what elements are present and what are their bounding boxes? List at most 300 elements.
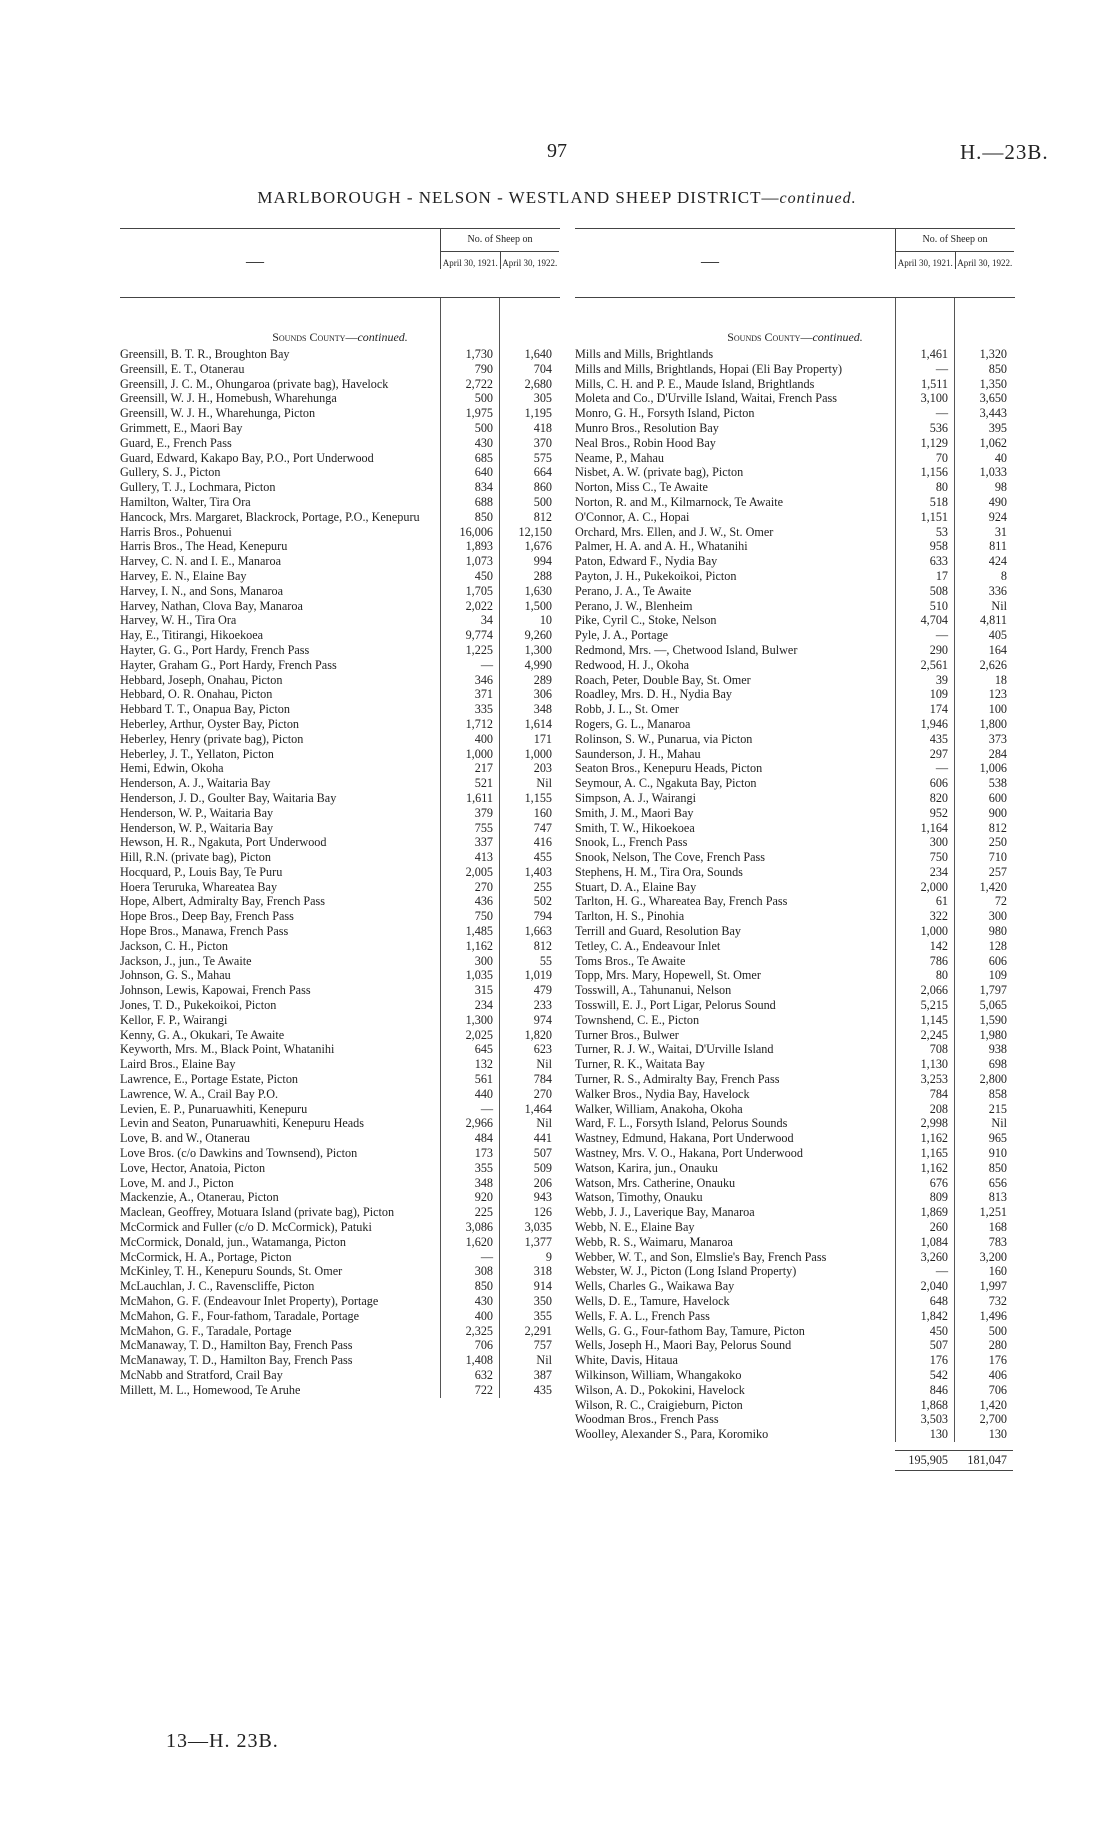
sheep-1922-cell: 255 — [533, 879, 552, 894]
owner-cell: Heberley, Arthur, Oyster Bay, Picton — [120, 716, 300, 731]
sheep-1921-cell: 1,842 — [920, 1308, 948, 1323]
owner-cell: Webb, J. J., Laverique Bay, Manaroa — [575, 1205, 755, 1220]
sheep-1922-cell: 706 — [988, 1382, 1007, 1397]
table-row — [120, 1309, 560, 1324]
header-dash: — — [701, 251, 719, 271]
sheep-1922-cell: 732 — [988, 1294, 1007, 1308]
table-row — [120, 643, 560, 658]
sheep-1921-cell: 1,000 — [920, 924, 948, 939]
right-rows — [575, 347, 1015, 1442]
owner-cell: Hebbard, O. R. Onahau, Picton — [120, 687, 273, 702]
sheep-1922-cell: 250 — [988, 835, 1007, 850]
sheep-1922-cell: Nil — [536, 776, 552, 791]
table-row — [575, 628, 1015, 643]
sheep-1922-cell: 3,200 — [979, 1249, 1007, 1264]
table-row — [575, 1338, 1015, 1353]
sheep-header-label: No. of Sheep on — [896, 229, 1014, 252]
sheep-1922-cell: 160 — [533, 805, 552, 820]
sheep-1922-cell: 257 — [988, 864, 1007, 879]
table-row — [120, 1220, 560, 1235]
sheep-1922-cell: 171 — [533, 731, 552, 746]
table-row — [120, 732, 560, 747]
owner-cell: Hayter, G. G., Port Hardy, French Pass — [120, 642, 310, 657]
sheep-1921-cell: 542 — [929, 1367, 948, 1382]
table-row — [575, 613, 1015, 628]
table-row — [575, 421, 1015, 436]
sheep-1922-cell: 305 — [533, 391, 552, 406]
owner-cell: Keyworth, Mrs. M., Black Point, Whatanihi — [120, 1042, 335, 1057]
owner-cell: Greensill, W. J. H., Wharehunga, Picton — [120, 406, 316, 421]
sheep-1922-cell: 2,626 — [979, 657, 1007, 672]
sheep-1922-cell: 168 — [988, 1220, 1007, 1235]
sheep-1922-cell: 606 — [988, 953, 1007, 968]
sheep-1921-cell: 3,253 — [920, 1072, 948, 1087]
sheep-1921-cell: 61 — [935, 894, 948, 909]
sheep-1922-cell: 270 — [533, 1086, 552, 1101]
sheep-1922-cell: 757 — [533, 1338, 552, 1353]
owner-cell: Lawrence, W. A., Crail Bay P.O. — [120, 1086, 279, 1101]
table-row — [120, 510, 560, 525]
sheep-1922-cell: 98 — [994, 480, 1007, 495]
sheep-1922-cell: 490 — [988, 494, 1007, 509]
table-row — [575, 1220, 1015, 1235]
sheep-1922-cell: 387 — [533, 1367, 552, 1382]
sheep-1921-cell: 234 — [474, 998, 493, 1013]
owner-cell: Stuart, D. A., Elaine Bay — [575, 879, 697, 894]
table-row — [575, 880, 1015, 895]
sheep-1921-cell: 648 — [929, 1294, 948, 1308]
sheep-1921-cell: 3,100 — [920, 391, 948, 406]
sheep-1922-cell: 812 — [533, 509, 552, 524]
owner-cell: Townshend, C. E., Picton — [575, 1012, 700, 1027]
sheep-1921-cell: 260 — [929, 1220, 948, 1235]
owner-cell: Harvey, C. N. and I. E., Manaroa — [120, 554, 281, 569]
owner-cell: Hayter, Graham G., Port Hardy, French Pass — [120, 657, 337, 672]
table-row — [120, 525, 560, 540]
sheep-1922-cell: 3,650 — [979, 391, 1007, 406]
owner-cell: Monro, G. H., Forsyth Island, Picton — [575, 406, 755, 421]
owner-cell: McCormick and Fuller (c/o D. McCormick), Patuki — [120, 1220, 372, 1235]
table-row — [575, 1146, 1015, 1161]
table-row — [575, 702, 1015, 717]
owner-cell: Turner, R. J. W., Waitai, D'Urville Island — [575, 1042, 774, 1057]
sheep-1922-cell: 9,260 — [524, 628, 552, 643]
sheep-1922-cell: 1,640 — [524, 347, 552, 361]
owner-cell: Love, Hector, Anatoia, Picton — [120, 1160, 266, 1175]
owner-cell: Redwood, H. J., Okoha — [575, 657, 690, 672]
table-row — [575, 495, 1015, 510]
sheep-1922-cell: 306 — [533, 687, 552, 702]
owner-cell: Harvey, E. N., Elaine Bay — [120, 568, 247, 583]
owner-cell: Millett, M. L., Homewood, Te Aruhe — [120, 1382, 301, 1397]
sheep-1922-cell: 18 — [994, 672, 1007, 687]
table-row — [120, 1161, 560, 1176]
sheep-1921-cell: 413 — [474, 850, 493, 865]
sheep-1921-cell: 1,730 — [465, 347, 493, 361]
sheep-1921-cell: 606 — [929, 776, 948, 791]
owner-cell: Wilkinson, William, Whangakoko — [575, 1367, 742, 1382]
document-reference: H.—23B. — [960, 140, 1049, 164]
sheep-1921-cell: 290 — [929, 642, 948, 657]
table-row — [575, 1042, 1015, 1057]
sheep-1921-cell: 1,165 — [920, 1146, 948, 1161]
table-row — [575, 806, 1015, 821]
table-row — [120, 1028, 560, 1043]
owner-cell: Perano, J. A., Te Awaite — [575, 583, 692, 598]
owner-cell: Turner Bros., Bulwer — [575, 1027, 679, 1042]
table-row — [575, 1398, 1015, 1413]
sheep-1921-cell: 3,260 — [920, 1249, 948, 1264]
table-row — [575, 1072, 1015, 1087]
sheep-1922-cell: 2,700 — [979, 1412, 1007, 1427]
owner-cell: Terrill and Guard, Resolution Bay — [575, 924, 742, 939]
sheep-1922-cell: 656 — [988, 1175, 1007, 1190]
sheep-1921-cell: 2,025 — [465, 1027, 493, 1042]
sheep-1922-cell: 1,062 — [979, 435, 1007, 450]
sheep-1921-cell: 784 — [929, 1086, 948, 1101]
owner-cell: Wilson, A. D., Pokokini, Havelock — [575, 1382, 745, 1397]
owner-cell: Tetley, C. A., Endeavour Inlet — [575, 938, 721, 953]
sheep-1921-cell: 958 — [929, 539, 948, 554]
sheep-1922-cell: 938 — [988, 1042, 1007, 1057]
sheep-1922-cell: 860 — [533, 480, 552, 495]
sheep-1921-cell: 952 — [929, 805, 948, 820]
table-row — [120, 1116, 560, 1131]
sheep-1922-cell: 1,420 — [979, 879, 1007, 894]
sheep-1921-cell: 430 — [474, 1294, 493, 1308]
owner-cell: Rogers, G. L., Manaroa — [575, 716, 691, 731]
owner-cell: Hancock, Mrs. Margaret, Blackrock, Portage, P.O., Kenepuru — [120, 509, 420, 524]
owner-cell: Hemi, Edwin, Okoha — [120, 761, 224, 776]
sheep-1922-cell: 55 — [539, 953, 552, 968]
owner-cell: Robb, J. L., St. Omer — [575, 702, 679, 717]
sheep-1921-cell: 1,893 — [465, 539, 493, 554]
table-row — [575, 1087, 1015, 1102]
sheep-1921-cell: 850 — [474, 509, 493, 524]
sheep-1921-cell: 632 — [474, 1367, 493, 1382]
sheep-header — [440, 229, 559, 269]
owner-cell: Hope Bros., Deep Bay, French Pass — [120, 909, 294, 924]
sheep-1921-cell: 217 — [474, 761, 493, 776]
sheep-1921-cell: 750 — [929, 850, 948, 865]
sheep-1922-cell: 123 — [988, 687, 1007, 702]
sheep-1921-cell: 300 — [929, 835, 948, 850]
owner-cell: Neame, P., Mahau — [575, 450, 665, 465]
sheep-1921-cell: 755 — [474, 820, 493, 835]
owner-cell: Greensill, E. T., Otanerau — [120, 361, 245, 376]
sheep-1921-cell: — — [935, 628, 948, 643]
sheep-1921-cell: 308 — [474, 1264, 493, 1279]
owner-cell: McMahon, G. F., Four-fathom, Taradale, Portage — [120, 1308, 360, 1323]
table-row — [575, 406, 1015, 421]
sheep-1922-cell: 1,663 — [524, 924, 552, 939]
sheep-1922-cell: 858 — [988, 1086, 1007, 1101]
owner-cell: O'Connor, A. C., Hopai — [575, 509, 690, 524]
table-row — [575, 1057, 1015, 1072]
sheep-1922-cell: 783 — [988, 1234, 1007, 1249]
owner-cell: Redmond, Mrs. —, Chetwood Island, Bulwer — [575, 642, 798, 657]
header-1922: April 30, 1922. — [500, 252, 560, 269]
owner-cell: Webb, N. E., Elaine Bay — [575, 1220, 695, 1235]
table-row — [120, 436, 560, 451]
sheep-1922-cell: 900 — [988, 805, 1007, 820]
page-title — [0, 188, 1114, 208]
owner-cell: Wilson, R. C., Craigieburn, Picton — [575, 1397, 743, 1412]
county-heading — [120, 298, 560, 347]
owner-cell: Henderson, W. P., Waitaria Bay — [120, 805, 274, 820]
county-continued: continued. — [812, 330, 863, 344]
sheep-1921-cell: 1,162 — [920, 1160, 948, 1175]
sheep-1921-cell: 225 — [474, 1205, 493, 1220]
sheep-1922-cell: 812 — [533, 938, 552, 953]
table-row — [120, 761, 560, 776]
owner-cell: Mills and Mills, Brightlands — [575, 347, 714, 361]
owner-cell: Maclean, Geoffrey, Motuara Island (private bag), Picton — [120, 1205, 395, 1220]
table-row — [120, 1250, 560, 1265]
sheep-1922-cell: 160 — [988, 1264, 1007, 1279]
sheep-1922-cell: Nil — [536, 1116, 552, 1131]
sheep-1922-cell: 575 — [533, 450, 552, 465]
table-row — [120, 613, 560, 628]
sheep-1921-cell: 500 — [474, 420, 493, 435]
table-row — [575, 821, 1015, 836]
sheep-1922-cell: 710 — [988, 850, 1007, 865]
header-1921: April 30, 1921. — [442, 258, 498, 268]
table-row — [120, 1013, 560, 1028]
sheep-1921-cell: 645 — [474, 1042, 493, 1057]
owner-cell: Greensill, J. C. M., Ohungaroa (private bag), Havelock — [120, 376, 389, 391]
owner-cell: Saunderson, J. H., Mahau — [575, 746, 701, 761]
sheep-1921-cell: 234 — [929, 864, 948, 879]
sheep-1921-cell: 436 — [474, 894, 493, 909]
sheep-1922-cell: 1,590 — [979, 1012, 1007, 1027]
sheep-1922-cell: 1,980 — [979, 1027, 1007, 1042]
total-1922: 181,047 — [954, 1450, 1013, 1471]
table-row — [575, 1368, 1015, 1383]
sheep-1922-cell: 1,000 — [524, 746, 552, 761]
sheep-1922-cell: 289 — [533, 672, 552, 687]
sheep-1921-cell: 1,035 — [465, 968, 493, 983]
sheep-1922-cell: 424 — [988, 554, 1007, 569]
sheep-1921-cell: 355 — [474, 1160, 493, 1175]
owner-cell: Norton, Miss C., Te Awaite — [575, 480, 708, 495]
table-row — [575, 658, 1015, 673]
table-row — [120, 347, 560, 362]
owner-cell: Greensill, B. T. R., Broughton Bay — [120, 347, 290, 361]
sheep-1921-cell: 1,300 — [465, 1012, 493, 1027]
table-row — [575, 599, 1015, 614]
sheep-1922-cell: 1,377 — [524, 1234, 552, 1249]
table-row — [575, 791, 1015, 806]
owner-cell: Smith, J. M., Maori Bay — [575, 805, 694, 820]
sheep-1921-cell: 1,084 — [920, 1234, 948, 1249]
owner-cell: Tosswill, A., Tahunanui, Nelson — [575, 983, 732, 998]
sheep-1922-cell: 1,464 — [524, 1101, 552, 1116]
table-row — [120, 658, 560, 673]
sheep-1921-cell: 16,006 — [459, 524, 493, 539]
sheep-1921-cell: 1,000 — [465, 746, 493, 761]
owner-cell: Turner, R. K., Waitata Bay — [575, 1057, 705, 1072]
sheep-1921-cell: 2,561 — [920, 657, 948, 672]
sheep-1921-cell: 1,511 — [921, 376, 948, 391]
sheep-1921-cell: 1,408 — [465, 1353, 493, 1368]
sheep-1921-cell: 1,620 — [465, 1234, 493, 1249]
sheep-1922-cell: 300 — [988, 909, 1007, 924]
sheep-1922-cell: 370 — [533, 435, 552, 450]
table-header — [120, 228, 560, 298]
sheep-1921-cell: 2,966 — [465, 1116, 493, 1131]
owner-cell: Stephens, H. M., Tira Ora, Sounds — [575, 864, 743, 879]
sheep-1921-cell: — — [480, 1249, 493, 1264]
sheep-1922-cell: 1,019 — [524, 968, 552, 983]
sheep-1922-cell: 441 — [533, 1131, 552, 1146]
sheep-1922-cell: 1,997 — [979, 1279, 1007, 1294]
sheep-1922-cell: 1,676 — [524, 539, 552, 554]
table-row — [575, 865, 1015, 880]
sheep-1921-cell: 450 — [474, 568, 493, 583]
owner-cell: Munro Bros., Resolution Bay — [575, 420, 719, 435]
table-body — [120, 298, 560, 1398]
owner-cell: Topp, Mrs. Mary, Hopewell, St. Omer — [575, 968, 761, 983]
sheep-1922-cell: 1,820 — [524, 1027, 552, 1042]
sheep-1921-cell: 1,156 — [920, 465, 948, 480]
owner-cell: Harvey, W. H., Tira Ora — [120, 613, 237, 628]
sheep-1922-cell: 318 — [533, 1264, 552, 1279]
table-row — [575, 554, 1015, 569]
owner-cell: Laird Bros., Elaine Bay — [120, 1057, 236, 1072]
owner-cell: Tarlton, H. G., Whareatea Bay, French Pass — [575, 894, 788, 909]
sheep-1922-cell: 943 — [533, 1190, 552, 1205]
sheep-1921-cell: 820 — [929, 790, 948, 805]
sheep-1921-cell: 337 — [474, 835, 493, 850]
table-body — [575, 298, 1015, 1442]
sheep-1922-cell: 698 — [988, 1057, 1007, 1072]
table-row — [120, 998, 560, 1013]
sheep-1922-cell: 502 — [533, 894, 552, 909]
table-row — [575, 569, 1015, 584]
table-row — [120, 954, 560, 969]
sheep-1922-cell: 40 — [994, 450, 1007, 465]
sheep-1922-cell: 284 — [988, 746, 1007, 761]
table-row — [575, 1264, 1015, 1279]
sheep-1922-cell: 980 — [988, 924, 1007, 939]
table-row — [120, 1294, 560, 1309]
sheep-1922-cell: 12,150 — [518, 524, 552, 539]
owner-cell: Wells, D. E., Tamure, Havelock — [575, 1294, 730, 1308]
table-row — [575, 939, 1015, 954]
table-row — [575, 909, 1015, 924]
sheep-1921-cell: 2,040 — [920, 1279, 948, 1294]
sheep-1921-cell: 750 — [474, 909, 493, 924]
sheep-1922-cell: 280 — [988, 1338, 1007, 1353]
sheep-1922-cell: 794 — [533, 909, 552, 924]
table-row — [575, 1013, 1015, 1028]
owner-cell: Orchard, Mrs. Ellen, and J. W., St. Omer — [575, 524, 774, 539]
sheep-1921-cell: 174 — [929, 702, 948, 717]
sheep-1922-cell: 31 — [994, 524, 1007, 539]
table-row — [120, 687, 560, 702]
table-row — [120, 1146, 560, 1161]
owner-cell: Wells, G. G., Four-fathom Bay, Tamure, Picton — [575, 1323, 805, 1338]
table-row — [575, 480, 1015, 495]
owner-cell: Walker, William, Anakoha, Okoha — [575, 1101, 743, 1116]
county-name: Sounds County— — [727, 330, 813, 344]
sheep-1922-cell: 128 — [988, 938, 1007, 953]
sheep-1922-cell: 924 — [988, 509, 1007, 524]
sheep-1921-cell: 322 — [929, 909, 948, 924]
sheep-1921-cell: 1,145 — [920, 1012, 948, 1027]
table-row — [120, 924, 560, 939]
table-row — [120, 983, 560, 998]
sheep-1921-cell: 2,722 — [465, 376, 493, 391]
sheep-1922-cell: 1,320 — [979, 347, 1007, 361]
sheep-1922-cell: 9 — [545, 1249, 552, 1264]
owner-cell: Heberley, Henry (private bag), Picton — [120, 731, 304, 746]
table-row — [120, 673, 560, 688]
county-name: Sounds County— — [272, 330, 358, 344]
sheep-1922-cell: 72 — [994, 894, 1007, 909]
owner-cell: Henderson, A. J., Waitaria Bay — [120, 776, 271, 791]
table-row — [575, 1131, 1015, 1146]
sheep-1921-cell: 9,774 — [465, 628, 493, 643]
table-row — [575, 850, 1015, 865]
owner-cell: McLauchlan, J. C., Ravenscliffe, Picton — [120, 1279, 315, 1294]
sheep-1922-cell: 8 — [1000, 568, 1007, 583]
owner-cell: Wells, F. A. L., French Pass — [575, 1308, 710, 1323]
owner-cell: Palmer, H. A. and A. H., Whatanihi — [575, 539, 748, 554]
total-1921: 195,905 — [895, 1450, 954, 1471]
owner-cell: Rolinson, S. W., Punarua, via Picton — [575, 731, 753, 746]
owner-cell: Kellor, F. P., Wairangi — [120, 1012, 228, 1027]
sheep-1922-cell: 500 — [988, 1323, 1007, 1338]
owner-cell: Hamilton, Walter, Tira Ora — [120, 494, 251, 509]
sheep-1921-cell: 1,869 — [920, 1205, 948, 1220]
table-row — [120, 776, 560, 791]
sheep-1921-cell: 300 — [474, 953, 493, 968]
owner-cell: Hebbard T. T., Onapua Bay, Picton — [120, 702, 290, 717]
sheep-1922-cell: 373 — [988, 731, 1007, 746]
table-row — [120, 421, 560, 436]
owner-cell: Ward, F. L., Forsyth Island, Pelorus Sounds — [575, 1116, 788, 1131]
owner-cell: Hoera Teruruka, Whareatea Bay — [120, 879, 278, 894]
owner-cell: Kenny, G. A., Okukari, Te Awaite — [120, 1027, 285, 1042]
sheep-1921-cell: 1,151 — [920, 509, 948, 524]
sheep-1922-cell: Nil — [536, 1057, 552, 1072]
sheep-1922-cell: 3,035 — [524, 1220, 552, 1235]
sheep-1922-cell: 206 — [533, 1175, 552, 1190]
table-row — [575, 747, 1015, 762]
table-row — [575, 347, 1015, 362]
table-row — [120, 584, 560, 599]
owner-cell: Love, M. and J., Picton — [120, 1175, 234, 1190]
sheep-1922-cell: 215 — [988, 1101, 1007, 1116]
sheep-1921-cell: 70 — [935, 450, 948, 465]
owner-cell: Hewson, H. R., Ngakuta, Port Underwood — [120, 835, 327, 850]
owner-cell: Turner, R. S., Admiralty Bay, French Pass — [575, 1072, 780, 1087]
sheep-1921-cell: 2,066 — [920, 983, 948, 998]
sheep-1922-cell: 406 — [988, 1367, 1007, 1382]
table-row — [575, 968, 1015, 983]
table-row — [575, 998, 1015, 1013]
sheep-1921-cell: 346 — [474, 672, 493, 687]
sheep-1921-cell: 430 — [474, 435, 493, 450]
table-row — [575, 1309, 1015, 1324]
table-row — [120, 791, 560, 806]
table-row — [575, 761, 1015, 776]
left-column — [120, 228, 560, 1398]
owner-cell: Heberley, J. T., Yellaton, Picton — [120, 746, 274, 761]
sheep-1921-cell: 518 — [929, 494, 948, 509]
